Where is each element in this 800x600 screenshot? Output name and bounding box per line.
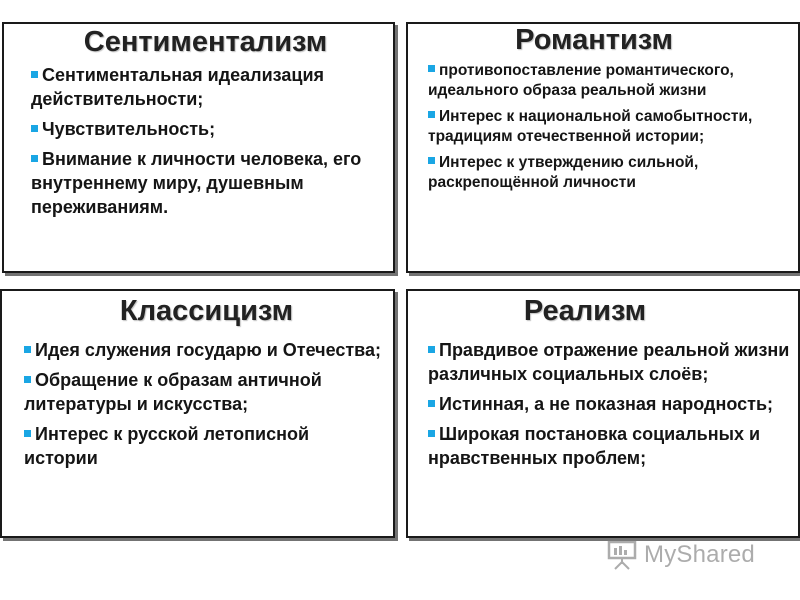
presentation-board-icon — [606, 540, 640, 570]
square-bullet-icon — [428, 430, 435, 437]
square-bullet-icon — [31, 125, 38, 132]
card-title: Реализм — [523, 295, 647, 327]
item-list — [24, 338, 385, 470]
square-bullet-icon — [428, 157, 435, 164]
watermark — [606, 540, 755, 570]
card-title: Сентиментализм — [83, 26, 328, 58]
square-bullet-icon — [428, 400, 435, 407]
card-sentimentalism — [2, 22, 395, 273]
item-list — [428, 338, 790, 470]
list-item-text: Идея служения государю и Отечества; — [35, 340, 382, 360]
list-item-text: Интерес к национальной самобытности, традициям отечественной истории; — [428, 108, 753, 145]
item-list — [31, 63, 387, 219]
square-bullet-icon — [24, 430, 31, 437]
watermark-text: MyShared — [644, 541, 755, 568]
list-item-text: Внимание к личности человека, его внутреннему миру, душевным переживаниям. — [31, 149, 362, 217]
square-bullet-icon — [428, 111, 435, 118]
card-classicism — [0, 289, 395, 538]
list-item-text: Обращение к образам античной литературы и искусства; — [24, 370, 322, 414]
list-item — [428, 107, 790, 147]
list-item-text: Правдивое отражение реальной жизни различных социальных слоёв; — [428, 340, 790, 384]
list-item-text: Интерес к русской летописной истории — [24, 424, 310, 468]
square-bullet-icon — [428, 65, 435, 72]
card-romanticism — [406, 22, 800, 273]
list-item-text: противопоставление романтического, идеального образа реальной жизни — [428, 62, 734, 99]
list-item — [428, 338, 790, 386]
square-bullet-icon — [31, 155, 38, 162]
item-list — [428, 61, 790, 193]
list-item — [24, 338, 385, 362]
list-item-text: Широкая постановка социальных и нравственных проблем; — [428, 424, 761, 468]
square-bullet-icon — [24, 376, 31, 383]
square-bullet-icon — [31, 71, 38, 78]
list-item — [31, 63, 387, 111]
list-item — [428, 422, 790, 470]
list-item — [428, 153, 790, 193]
list-item — [31, 117, 387, 141]
card-title: Романтизм — [515, 24, 673, 56]
list-item-text: Истинная, а не показная народность; — [439, 394, 774, 414]
list-item-text: Интерес к утверждению сильной, раскрепощённой личности — [428, 154, 699, 191]
card-title: Классицизм — [119, 295, 294, 327]
card-realism — [406, 289, 800, 538]
list-item-text: Сентиментальная идеализация действительности; — [31, 65, 325, 109]
list-item — [428, 61, 790, 101]
list-item — [428, 392, 790, 416]
square-bullet-icon — [428, 346, 435, 353]
list-item — [31, 147, 387, 219]
square-bullet-icon — [24, 346, 31, 353]
list-item-text: Чувствительность; — [42, 119, 216, 139]
list-item — [24, 422, 385, 470]
list-item — [24, 368, 385, 416]
